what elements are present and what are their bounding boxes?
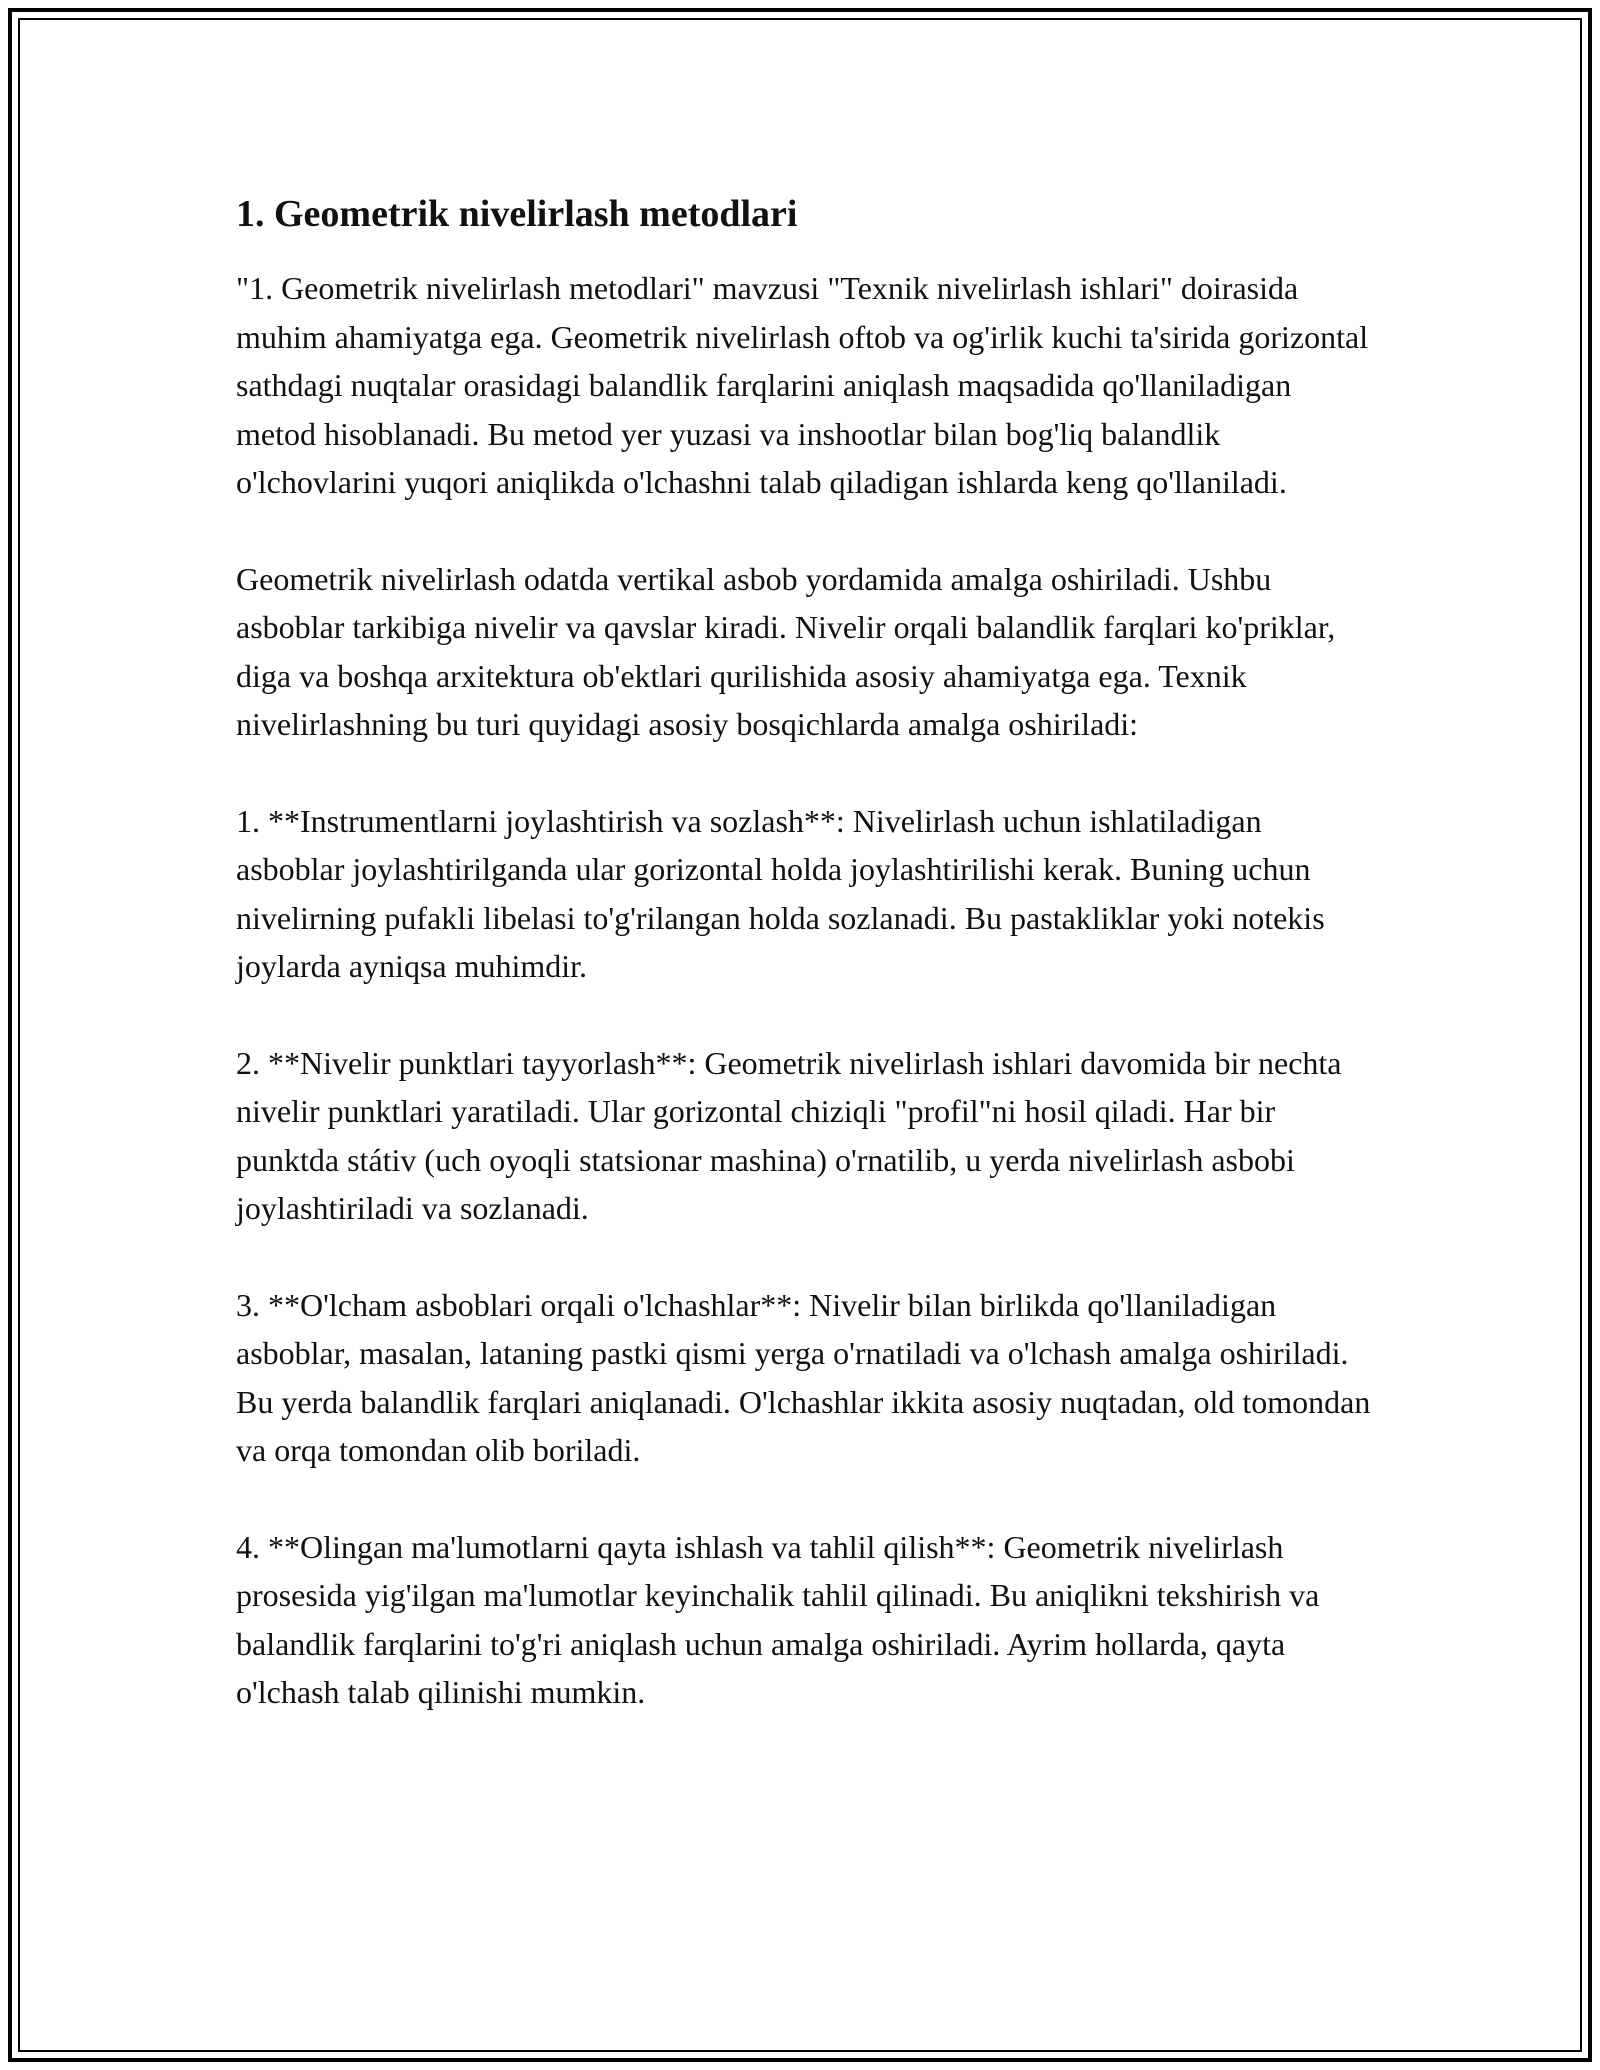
document-body bbox=[236, 186, 1376, 1765]
paragraph-step-2: 2. **Nivelir punktlari tayyorlash**: Geometrik nivelirlash ishlari davomida bir nechta nivelir punktlari yaratiladi. Ular gorizontal chiziqli "profil"ni hosil qiladi. Har bir punktda státiv (uch oyoqli statsionar mashina) o'rnatilib, u yerda nivelirlash asbobi joylashtiriladi va sozlanadi. bbox=[236, 1044, 1342, 1226]
paragraph-step-4: 4. **Olingan ma'lumotlarni qayta ishlash va tahlil qilish**: Geometrik nivelirlash prosesida yig'ilgan ma'lumotlar keyinchalik tahlil qilinadi. Bu aniqlikni tekshirish va balandlik farqlarini to'g'ri aniqlash uchun amalga oshiriladi. Ayrim hollarda, qayta o'lchash talab qilinishi mumkin. bbox=[236, 1528, 1320, 1710]
document-title: 1. Geometrik nivelirlash metodlari bbox=[236, 193, 798, 235]
paragraph-intro: "1. Geometrik nivelirlash metodlari" mavzusi "Texnik nivelirlash ishlari" doirasida muhim ahamiyatga ega. Geometrik nivelirlash oftob va og'irlik kuchi ta'sirida gorizontal sathdagi nuqtalar orasidagi balandlik farqlarini aniqlash maqsadida qo'llaniladigan metod hisoblanadi. Bu metod yer yuzasi va inshootlar bilan bog'liq balandlik o'lchovlarini yuqori aniqlikda o'lchashni talab qiladigan ishlarda keng qo'llaniladi. bbox=[236, 270, 1369, 500]
paragraph-step-3: 3. **O'lcham asboblari orqali o'lchashlar**: Nivelir bilan birlikda qo'llaniladigan asboblar, masalan, lataning pastki qismi yerga o'rnatiladi va o'lchash amalga oshiriladi. Bu yerda balandlik farqlari aniqlanadi. O'lchashlar ikkita asosiy nuqtadan, old tomondan va orqa tomondan olib boriladi. bbox=[236, 1286, 1371, 1468]
paragraph-step-1: 1. **Instrumentlarni joylashtirish va sozlash**: Nivelirlash uchun ishlatiladigan asboblar joylashtirilganda ular gorizontal holda joylashtirilishi kerak. Buning uchun nivelirning pufakli libelasi to'g'rilangan holda sozlanadi. Bu pastakliklar yoki notekis joylarda ayniqsa muhimdir. bbox=[236, 802, 1325, 984]
paragraph-overview: Geometrik nivelirlash odatda vertikal asbob yordamida amalga oshiriladi. Ushbu asboblar tarkibiga nivelir va qavslar kiradi. Nivelir orqali balandlik farqlari ko'priklar, diga va boshqa arxitektura ob'ektlari qurilishida asosiy ahamiyatga ega. Texnik nivelirlashning bu turi quyidagi asosiy bosqichlarda amalga oshiriladi: bbox=[236, 560, 1336, 742]
